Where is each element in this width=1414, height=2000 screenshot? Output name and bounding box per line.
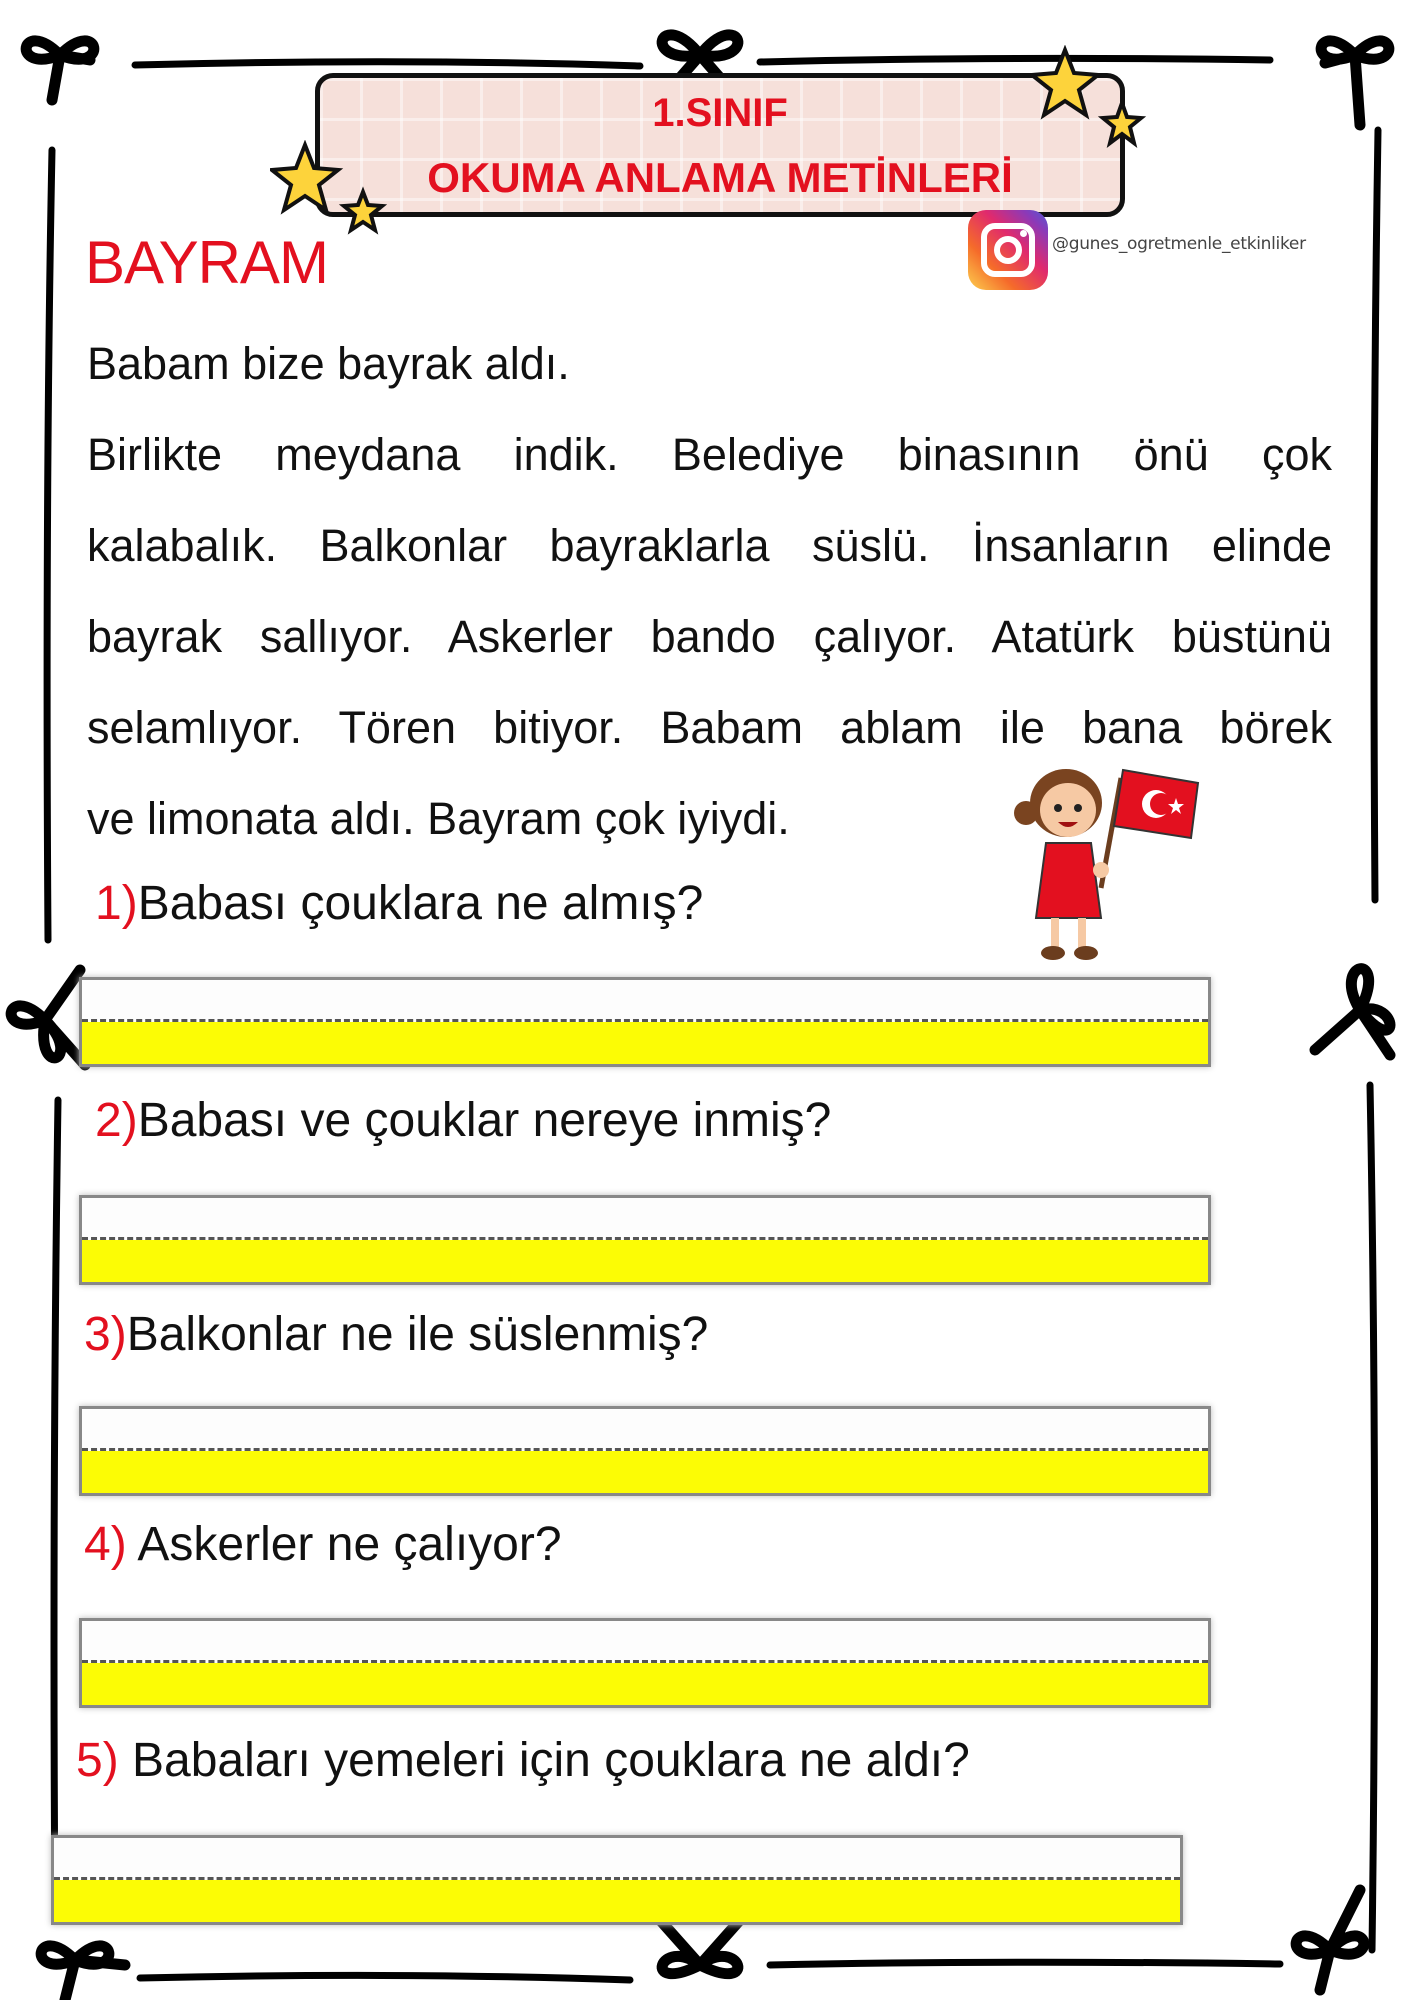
answer-line-3[interactable] [79,1406,1211,1496]
bow-icon [41,1946,125,2000]
question-2 [95,1093,831,1148]
bow-icon [1315,969,1390,1055]
girl-with-flag-illustration [1006,758,1206,968]
story-line: ve limonata aldı. Bayram çok iyiydi. [87,793,790,844]
question-3 [84,1307,708,1362]
question-5 [76,1733,970,1788]
question-text: Babası çouklara ne almış? [137,877,704,930]
instagram-handle: @gunes_ogretmenle_etkinliker [1052,234,1306,254]
question-number: 4) [84,1518,138,1571]
answer-line-5[interactable] [51,1835,1183,1925]
star-icon [270,140,410,240]
worksheet-title: OKUMA ANLAMA METİNLERİ [427,154,1013,201]
question-number: 5) [76,1734,133,1787]
answer-line-1[interactable] [79,977,1211,1067]
question-text: Babası ve çouklar nereye inmiş? [137,1094,832,1147]
story-line: Birlikte meydana indik. Belediye binasının önü çok [87,429,1332,480]
bow-icon [26,41,94,100]
answer-line-4[interactable] [79,1618,1211,1708]
story-line: Babam bize bayrak aldı. [87,338,570,389]
instagram-icon [968,210,1048,290]
bow-icon [11,970,85,1065]
bow-icon [1296,1890,1364,1990]
question-number: 1) [95,877,138,930]
question-number: 2) [95,1094,138,1147]
question-text: Askerler ne çalıyor? [137,1518,562,1571]
question-number: 3) [84,1308,127,1361]
header-banner [315,73,1125,217]
story-line: bayrak sallıyor. Askerler bando çalıyor. Atatürk büstünü [87,611,1332,662]
question-4 [84,1517,562,1572]
answer-line-2[interactable] [79,1195,1211,1285]
story-title: BAYRAM [85,229,328,296]
question-text: Balkonlar ne ile süslenmiş? [126,1308,709,1361]
question-1 [95,876,703,931]
grade-label: 1.SINIF [652,91,788,135]
question-text: Babaları yemeleri için çouklara ne aldı? [132,1734,970,1787]
story-line: kalabalık. Balkonlar bayraklarla süslü. İnsanların elinde [87,520,1332,571]
bow-icon [1321,41,1389,125]
bow-icon [660,1920,740,1974]
story-line: selamlıyor. Tören bitiyor. Babam ablam ile bana börek [87,702,1332,753]
star-icon [1030,45,1150,150]
